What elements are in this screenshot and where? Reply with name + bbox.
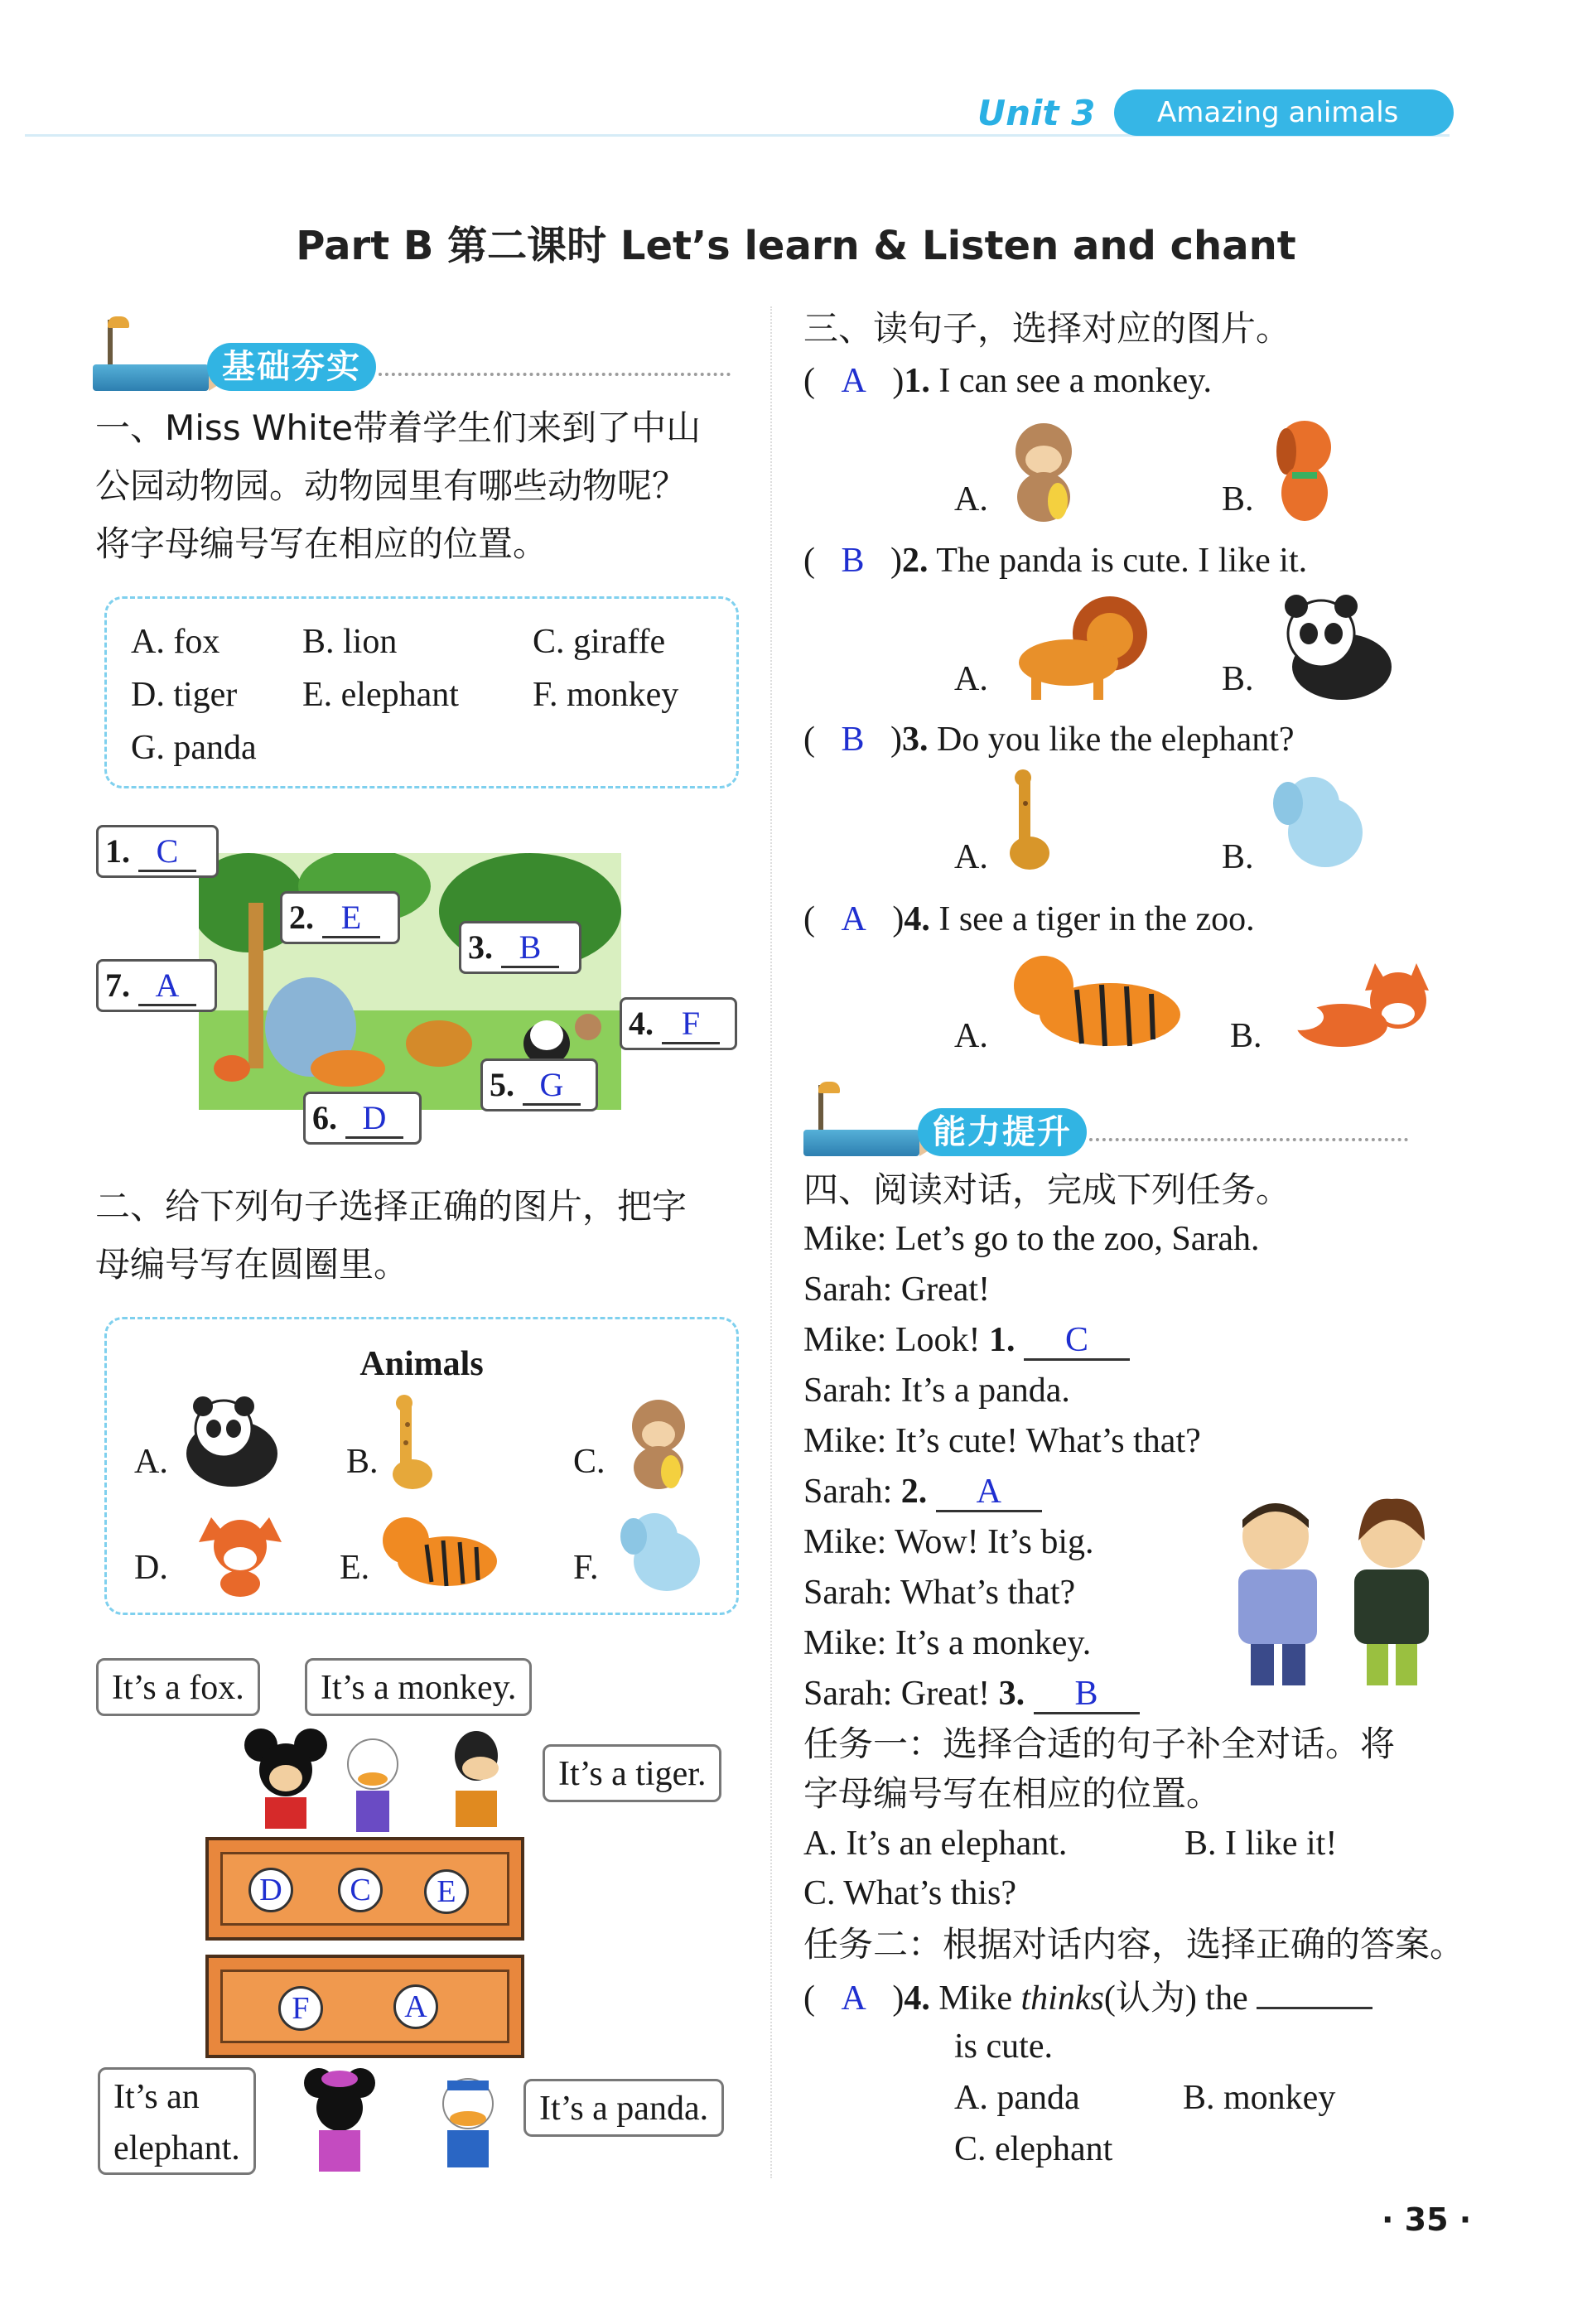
minnie-character-icon: [294, 2062, 385, 2178]
bubble-elephant-line-2: elephant.: [113, 2129, 240, 2167]
q1-opt-c: C. giraffe: [533, 623, 666, 661]
pencil-icon: [803, 1130, 919, 1156]
q4-dialog-line-4: Sarah: It’s a panda.: [803, 1372, 1070, 1410]
q2-letter-a: A.: [134, 1443, 168, 1481]
bubble-elephant: [98, 2067, 256, 2175]
answer-circle-panda[interactable]: A: [393, 1984, 438, 2029]
monkey-icon: [613, 1393, 704, 1492]
answer-shelf-bottom: [205, 1955, 524, 2058]
q2-line-1: 二、给下列句子选择正确的图片，把字: [95, 1186, 687, 1227]
section-banner-basic: [93, 343, 731, 393]
zoo-label-4[interactable]: 4. F: [620, 997, 737, 1050]
dog-icon: [1263, 410, 1354, 530]
q4-dialog-line-2: Sarah: Great!: [803, 1270, 991, 1309]
answer-circle-fox[interactable]: D: [248, 1868, 293, 1912]
q4-dialog-line-9: Mike: It’s a monkey.: [803, 1624, 1092, 1662]
task2-answer[interactable]: A: [841, 1979, 866, 2018]
banner-dots: [379, 373, 731, 376]
q2-letter-b: B.: [346, 1443, 379, 1481]
bubble-fox: It’s a fox.: [96, 1658, 260, 1716]
q1-opt-g: G. panda: [131, 729, 257, 767]
q3-answer-4[interactable]: A: [841, 900, 866, 938]
task2-opt-c: C. elephant: [954, 2130, 1113, 2168]
elephant-icon: [617, 1503, 708, 1603]
goofy-character-icon: [431, 1723, 522, 1830]
bubble-tiger: It’s a tiger.: [543, 1744, 721, 1802]
banner-dots: [1089, 1138, 1408, 1141]
unit-label: Unit 3: [977, 93, 1096, 133]
q2-letter-c: C.: [573, 1443, 605, 1481]
q3-item-2: ( B )2. The panda is cute. I like it.: [803, 542, 1308, 580]
q3-4-opt-b: B.: [1230, 1017, 1262, 1055]
daisy-character-icon: [335, 1731, 410, 1839]
q4-dialog-line-3: Mike: Look! 1. C: [803, 1315, 1130, 1366]
task1-opt-b: B. I like it!: [1184, 1825, 1338, 1863]
q2-letter-f: F.: [573, 1549, 599, 1587]
q3-2-opt-a: A.: [954, 660, 988, 698]
zoo-label-3[interactable]: 3. B: [459, 921, 581, 974]
q1-opt-a: A. fox: [131, 623, 220, 661]
column-divider: [770, 306, 772, 2178]
q1-opt-e: E. elephant: [302, 676, 459, 714]
q3-answer-3[interactable]: B: [841, 721, 865, 759]
bubble-panda: It’s a panda.: [523, 2079, 724, 2137]
q4-dialog-line-7: Mike: Wow! It’s big.: [803, 1523, 1094, 1561]
fox-icon: [191, 1501, 290, 1600]
zoo-label-2[interactable]: 2. E: [280, 891, 400, 944]
q4-blank-2[interactable]: A: [936, 1473, 1042, 1512]
q2-letter-e: E.: [340, 1549, 370, 1587]
task2-heading: 任务二：根据对话内容，选择正确的答案。: [803, 1924, 1465, 1965]
banner-label: 能力提升: [918, 1108, 1087, 1156]
banner-label: 基础夯实: [207, 343, 376, 391]
q4-dialog-line-5: Mike: It’s cute! What’s that?: [803, 1422, 1201, 1460]
giraffe-icon: [379, 1391, 437, 1499]
task1-line-1: 任务一：选择合适的句子补全对话。将: [803, 1724, 1396, 1764]
q3-3-opt-b: B.: [1222, 838, 1254, 876]
q4-dialog-line-10: Sarah: Great! 3. B: [803, 1669, 1140, 1719]
lamp-icon: [818, 1085, 823, 1130]
q1-line-1: 一、Miss White带着学生们来到了中山: [95, 407, 702, 448]
page-number: · 35 ·: [1382, 2201, 1472, 2238]
zoo-label-6[interactable]: 6. D: [303, 1092, 422, 1145]
q3-answer-2[interactable]: B: [841, 542, 865, 580]
answer-circle-tiger[interactable]: E: [424, 1869, 469, 1914]
task2-opt-a: A. panda: [954, 2079, 1080, 2117]
q3-heading: 三、读句子，选择对应的图片。: [803, 308, 1291, 349]
q3-3-opt-a: A.: [954, 838, 988, 876]
bubble-elephant-line-1: It’s an: [113, 2078, 200, 2116]
donald-character-icon: [422, 2071, 514, 2178]
task2-question: ( A )4. Mike thinks(认为) the: [803, 1970, 1372, 2024]
q4-dialog-line-1: Mike: Let’s go to the zoo, Sarah.: [803, 1220, 1260, 1258]
q1-line-3: 将字母编号写在相应的位置。: [95, 523, 548, 564]
unit-title-pill: Amazing animals: [1114, 89, 1454, 136]
section-banner-ability: [803, 1108, 1441, 1158]
q4-heading: 四、阅读对话，完成下列任务。: [803, 1169, 1291, 1210]
q3-1-opt-a: A.: [954, 480, 988, 518]
zoo-label-7[interactable]: 7. A: [96, 959, 217, 1012]
panda-icon: [174, 1391, 290, 1491]
q4-blank-3[interactable]: B: [1034, 1675, 1140, 1714]
task1-opt-a: A. It’s an elephant.: [803, 1825, 1068, 1863]
zoo-label-1[interactable]: 1. C: [96, 825, 219, 878]
bubble-monkey: It’s a monkey.: [305, 1658, 532, 1716]
q3-2-opt-b: B.: [1222, 660, 1254, 698]
lamp-icon: [108, 320, 113, 364]
tiger-icon: [1002, 948, 1193, 1064]
q1-line-2: 公园动物园。动物园里有哪些动物呢？: [95, 465, 687, 506]
lion-icon: [1002, 588, 1151, 704]
task2-opt-b: B. monkey: [1183, 2079, 1336, 2117]
q3-1-opt-b: B.: [1222, 480, 1254, 518]
q1-opt-f: F. monkey: [533, 676, 679, 714]
elephant-icon: [1267, 766, 1375, 886]
fox-icon: [1276, 951, 1441, 1067]
q4-dialog-line-8: Sarah: What’s that?: [803, 1574, 1076, 1612]
tiger-icon: [377, 1507, 501, 1598]
q1-opt-b: B. lion: [302, 623, 398, 661]
q2-line-2: 母编号写在圆圈里。: [95, 1244, 409, 1285]
panda-icon: [1267, 588, 1400, 704]
giraffe-icon: [998, 766, 1056, 882]
zoo-label-5[interactable]: 5. G: [480, 1058, 598, 1111]
q4-blank-1[interactable]: C: [1024, 1321, 1130, 1361]
pencil-icon: [93, 364, 209, 391]
q3-4-opt-a: A.: [954, 1017, 988, 1055]
q1-opt-d: D. tiger: [131, 676, 238, 714]
answer-circle-elephant[interactable]: F: [278, 1986, 323, 2031]
page-title: Part B 第二课时 Let’s learn & Listen and chant: [296, 223, 1296, 269]
answer-circle-monkey[interactable]: C: [338, 1868, 383, 1912]
mickey-character-icon: [240, 1724, 331, 1832]
q2-box-title: Animals: [359, 1345, 484, 1383]
kids-talking-image: [1218, 1491, 1450, 1690]
q3-item-3: ( B )3. Do you like the elephant?: [803, 721, 1295, 759]
q3-item-1: ( A )1. I can see a monkey.: [803, 362, 1212, 400]
q2-letter-d: D.: [134, 1549, 168, 1587]
q3-item-4: ( A )4. I see a tiger in the zoo.: [803, 900, 1255, 938]
task2-question-end: is cute.: [954, 2027, 1053, 2066]
task2-blank[interactable]: [1257, 1970, 1372, 2009]
q3-answer-1[interactable]: A: [841, 362, 866, 400]
task1-line-2: 字母编号写在相应的位置。: [803, 1773, 1222, 1814]
monkey-icon: [998, 414, 1089, 530]
task1-opt-c: C. What’s this?: [803, 1874, 1017, 1912]
q4-dialog-line-6: Sarah: 2. A: [803, 1467, 1042, 1517]
